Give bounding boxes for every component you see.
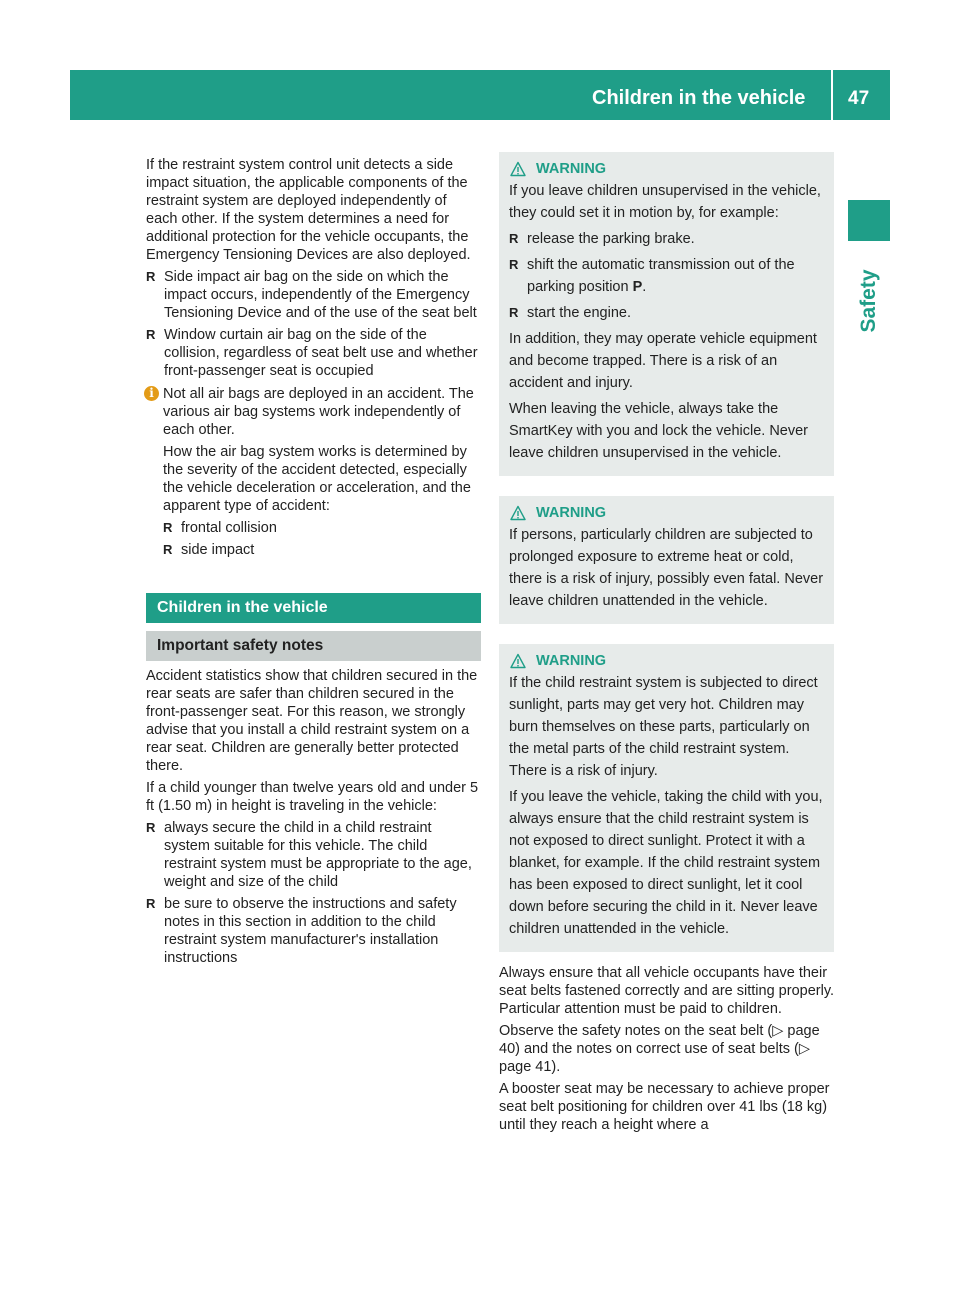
warning-title: WARNING: [536, 505, 607, 521]
warning-text: If you leave the vehicle, taking the child with you, always ensure that the child restraint system is not exposed to direct sunlight. Protect it with a blanket, for example. If the child restraint system has been exposed to direct sunlight, let it cool down before securing the child in it. Never leave children unattended in the vehicle.: [509, 789, 823, 937]
warning-title: WARNING: [536, 653, 607, 669]
page-number: 47: [848, 88, 870, 109]
warning-heading: [510, 502, 826, 524]
paragraph: If a child younger than twelve years old and under 5 ft (1.50 m) in height is traveling in the vehicle:: [146, 780, 479, 814]
warning-text: If the child restraint system is subjected to direct sunlight, parts may get very hot. Children may burn themselves on these parts, particularly on the metal parts of the child restraint system. There is a risk of injury.: [509, 675, 818, 779]
list-item-tail: .: [642, 279, 647, 295]
warning-box: [499, 496, 834, 624]
header-divider: [831, 70, 833, 120]
intro-paragraph: If the restraint system control unit detects a side impact situation, the applicable components of the restraint system are deployed independently of each other. If the system determines a need for additional protection for the vehicle occupants, the Emergency Tensioning Devices are also deployed.: [146, 157, 471, 263]
list-item: R side impact: [163, 541, 481, 559]
warning-box: [499, 644, 834, 952]
warning-heading: [510, 158, 826, 180]
warning-text: When leaving the vehicle, always take the SmartKey with you and lock the vehicle. Never leave children unsupervised in the vehicle.: [509, 401, 808, 461]
warning-title: WARNING: [536, 161, 607, 177]
list-item: R start the engine.: [509, 302, 826, 324]
paragraph: Observe the safety notes on the seat belt (▷ page 40) and the notes on correct use of seat belts (▷ page 41).: [499, 1023, 820, 1075]
info-text: How the air bag system works is determined by the severity of the accident detected, especially the vehicle deceleration or acceleration, and the apparent type of accident:: [163, 444, 471, 514]
warning-text: If persons, particularly children are subjected to prolonged exposure to extreme heat or cold, there is a risk of injury, possibly even fatal. Never leave children unattended in the vehicle.: [509, 527, 824, 609]
list-item: R be sure to observe the instructions and safety notes in this section in addition to the child restraint system manufacturer's installation instructions: [146, 895, 481, 967]
section-marker: [848, 200, 890, 241]
warning-triangle-icon: [510, 161, 526, 177]
list-item: R always secure the child in a child restraint system suitable for this vehicle. The child restraint system must be appropriate to the age, weight and size of the child: [146, 819, 481, 891]
list-item-text: shift the automatic transmission out of the parking position: [527, 257, 795, 295]
gear-key: P: [632, 279, 643, 295]
right-column: [499, 152, 834, 1134]
side-tab-label: Safety: [857, 268, 880, 333]
section-title: Children in the vehicle: [146, 593, 481, 623]
list-item: [509, 254, 826, 298]
subsection-title: Important safety notes: [146, 631, 481, 661]
side-tab: [846, 253, 892, 348]
warning-heading: [510, 650, 826, 672]
paragraph: Always ensure that all vehicle occupants have their seat belts fastened correctly and are sitting properly. Particular attention must be paid to children.: [499, 965, 835, 1017]
list-item: R release the parking brake.: [509, 228, 826, 250]
warning-text: If you leave children unsupervised in the vehicle, they could set it in motion by, for example:: [509, 183, 821, 221]
warning-text: In addition, they may operate vehicle equipment and become trapped. There is a risk of an accident and injury.: [509, 331, 817, 391]
warning-triangle-icon: [510, 505, 526, 521]
info-note: [146, 385, 481, 559]
warning-triangle-icon: [510, 653, 526, 669]
page-header-title: Children in the vehicle: [592, 87, 806, 109]
info-text: Not all air bags are deployed in an accident. The various air bag systems work independently of each other.: [163, 386, 474, 438]
left-column: [146, 156, 481, 967]
paragraph: Accident statistics show that children secured in the rear seats are safer than children secured in the front-passenger seat. For this reason, we strongly advise that you install a child restraint system on a rear seat. Children are generally better protected there.: [146, 668, 478, 774]
list-item: R frontal collision: [163, 519, 481, 537]
list-item: R Window curtain air bag on the side of the collision, regardless of seat belt use and whether front-passenger seat is occupied: [146, 326, 481, 380]
paragraph: A booster seat may be necessary to achieve proper seat belt positioning for children over 41 lbs (18 kg) until they reach a height where a: [499, 1081, 830, 1133]
list-item: R Side impact air bag on the side on which the impact occurs, independently of the Emergency Tensioning Device and of the use of the seat belt: [146, 268, 481, 322]
info-icon: i: [144, 386, 159, 401]
warning-box: [499, 152, 834, 476]
